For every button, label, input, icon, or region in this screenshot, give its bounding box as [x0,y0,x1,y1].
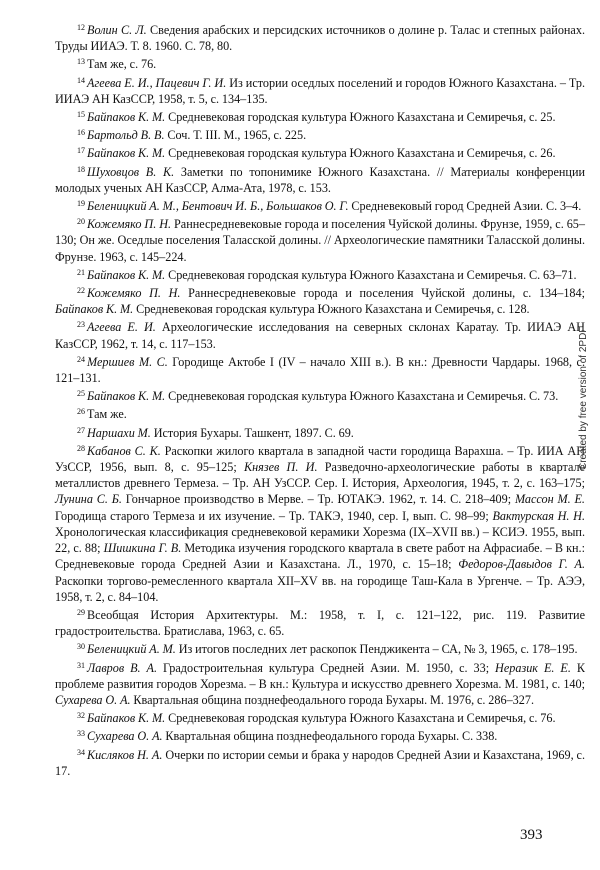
footnote-text: Всеобщая История Архитектуры. М.: 1958, т. I, с. 121–122, рис. 119. Развитие градостроительства. Братислава, 1963, с. 65. [55,607,585,639]
footnote-text: Градостроительная культура Средней Азии. М. 1950, с. 33; [157,660,496,675]
footnote [55,125,585,143]
footnote-text: Заметки по топонимике Южного Казахстана. // Материалы конференции молодых ученых АН КазССР, Алма-Ата, 1978, с. 153. [55,164,585,195]
footnote-author: Байпаков К. М. [55,302,134,317]
footnote-number: 20 [77,217,85,227]
footnote [55,708,585,726]
footnote-author: Сухарева О. А. [55,692,131,707]
footnote-author: Беленицкий А. М., Бентович И. Б., Большаков О. Г. [87,199,349,214]
footnote-number: 28 [77,443,85,453]
footnote-text: Гончарное производство в Мерве. – Тр. ЮТАКЭ. 1962, т. 14. С. 218–409; [121,492,515,507]
footnote [55,214,585,265]
footnote-text: Средневековая городская культура Южного Казахстана и Семиречья, с. 128. [133,302,530,317]
footnote-text: Средневековая городская культура Южного Казахстана и Семиречья, с. 76. [165,711,556,726]
footnote-author: Массон М. Е. [514,492,585,507]
footnote-number: 17 [77,146,85,156]
footnote-author: Лунина С. Б. [55,492,122,507]
footnote [55,726,585,744]
footnote [55,162,585,196]
footnote-author: Федоров-Давыдов Г. А. [458,557,585,572]
footnote [55,423,585,441]
footnote-text: Городища старого Термеза и их изучение. – Тр. ТАКЭ, 1940, сер. I, вып. С. 98–99; [55,508,493,523]
footnote-text: Там же. [87,407,127,422]
footnote-author: Кабанов С. К. [87,443,161,458]
footnote-number: 18 [77,164,85,174]
footnote [55,639,585,657]
footnote-text: Методика изучения городского квартала в свете работ на Афрасиабе. – В кн.: Средневековые города Средней Азии и Казахстана. Л., 1970, с. 15–18; [55,541,585,572]
footnote-author: Неразик Е. Е. [495,660,571,675]
footnote-text: Городище Актобе I (IV – начало XIII в.). В кн.: Древности Чардары. 1968, с. 121–131. [55,354,585,386]
footnote-text: Соч. Т. III. М., 1965, с. 225. [164,128,307,143]
footnotes-list [55,20,585,779]
footnote-author: Кожемяко П. Н. [87,217,172,232]
footnote [55,143,585,161]
footnote-author: Лавров В. А. [87,660,158,675]
footnote-text: История Бухары. Ташкент, 1897. С. 69. [150,425,354,440]
footnote-number: 29 [77,607,85,617]
footnote-author: Байпаков К. М. [87,146,166,161]
footnote-author: Шуховцов В. К. [87,164,175,179]
footnote-text: Квартальная община позднефеодального города Бухары. М. 1976, с. 286–327. [130,692,535,707]
footnote [55,745,585,779]
footnote-text: Разведочно-археологические работы в квартале металлистов древнего Термеза. – Тр. АН УзССР. Сер. I. История, Археология, 1945, т. 2, с. 163–175; [55,460,585,491]
footnote-text: Там же, с. 76. [87,57,157,72]
footnote-author: Байпаков К. М. [87,110,166,125]
footnote-text: Хронологическая классификация средневековой керамики Хорезма (IX–XVII вв.) – КСИЭ. 1955, вып. 22, с. 88; [55,524,585,556]
footnote-author: Мершиев М. С. [87,354,168,369]
footnote-author: Наршахи М. [87,425,151,440]
footnote-number: 22 [77,286,85,296]
footnote [55,317,585,351]
footnote-author: Вактурская Н. Н. [492,508,585,523]
footnote-text: Археологические исследования на северных склонах Каратау. Тр. ИИАЭ АН КазССР, 1962, т. 14, с. 117–153. [55,320,585,351]
footnote-text: Раннесредневековые города и поселения Чуйской долины. Фрунзе, 1959, с. 65–130; Он же. Оседлые поселения Таласской долины. // Археологические памятники Таласской долины. Фрунзе. 1963, с. 145–224. [55,217,585,264]
footnote-text: Средневековая городская культура Южного Казахстана и Семиречья, с. 26. [165,146,556,161]
footnote-author: Байпаков К. М. [87,711,166,726]
footnote [55,386,585,404]
footnote-number: 23 [77,320,85,330]
footnote-number: 32 [77,711,85,721]
footnote-number: 25 [77,389,85,399]
page-number: 393 [520,827,543,843]
footnote-number: 33 [77,729,85,739]
footnote-text: Средневековая городская культура Южного Казахстана и Семиречья. С. 73. [165,389,559,404]
footnote [55,605,585,639]
footnote-author: Кожемяко П. Н. [87,286,181,301]
footnote-number: 19 [77,199,85,209]
footnote-number: 14 [77,75,85,85]
footnote-number: 26 [77,407,85,417]
footnote [55,196,585,214]
footnote [55,265,585,283]
footnote-author: Волин С. Л. [87,23,147,37]
footnote [55,404,585,422]
footnote-text: Сведения арабских и персидских источников о долине р. Талас и степных районах. Труды ИИАЭ. Т. 8. 1960. С. 78, 80. [55,23,585,54]
footnote-text: Средневековая городская культура Южного Казахстана и Семиречья. С. 63–71. [165,267,577,282]
footnote [55,283,585,317]
footnote-author: Беленицкий А. М. [87,642,176,657]
footnote-text: Раскопки торгово-ремесленного квартала XII–XV вв. на городище Таш-Кала в Ургенче. – Тр. АЭЭ, 1958, т. 2, с. 84–104. [55,573,585,604]
footnote-author: Сухарева О. А. [87,729,163,744]
watermark-text: Created by free version of 2PDF [578,326,589,470]
footnote-author: Бартольд В. В. [87,128,165,143]
footnote-text: Из истории оседлых поселений и городов Южного Казахстана. – Тр. ИИАЭ АН КазССР, 1958, т. 5, с. 134–135. [55,75,585,106]
footnote-number: 30 [77,642,85,652]
footnote [55,441,585,605]
footnote-author: Байпаков К. М. [87,389,166,404]
footnote-author: Кисляков Н. А. [87,747,163,762]
footnote-number: 16 [77,128,85,138]
footnote [55,54,585,72]
footnote-number: 24 [77,354,85,364]
footnote-author: Шишкина Г. В. [103,541,182,556]
footnote-number: 12 [77,23,85,32]
footnote-number: 34 [77,747,85,757]
footnote-text: Очерки по истории семьи и брака у народов Средней Азии и Казахстана, 1969, с. 17. [55,747,585,778]
footnote-number: 27 [77,425,85,435]
footnote-author: Князев П. И. [244,460,318,475]
footnote-number: 13 [77,57,85,67]
footnote [55,658,585,709]
footnote [55,20,585,54]
footnote-text: Средневековая городская культура Южного Казахстана и Семиречья, с. 25. [165,110,556,125]
footnote-number: 15 [77,110,85,120]
footnote [55,352,585,386]
footnote-author: Агеева Е. И., Пацевич Г. И. [87,75,227,90]
footnote-text: Средневековый город Средней Азии. С. 3–4. [348,199,582,214]
footnote-number: 31 [77,660,85,670]
footnote-author: Байпаков К. М. [87,267,166,282]
footnote [55,73,585,107]
footnote-number: 21 [77,267,85,277]
footnote-text: Раннесредневековые города и поселения Чуйской долины, с. 134–184; [180,286,585,301]
footnote [55,107,585,125]
footnote-text: Раскопки жилого квартала в западной части городища Варахша. – Тр. ИИА АН УзССР, 1956, вып. 8, с. 95–125; [55,443,586,475]
footnote-text: Из итогов последних лет раскопок Пенджикента – СА, № 3, 1965, с. 178–195. [175,642,578,657]
footnote-text: К проблеме развития городов Хорезма. – В кн.: Культура и искусство древнего Хорезма. М. 1981, с. 140; [55,660,586,691]
footnote-text: Квартальная община позднефеодального города Бухары. С. 338. [162,729,498,744]
footnote-author: Агеева Е. И. [87,320,156,335]
